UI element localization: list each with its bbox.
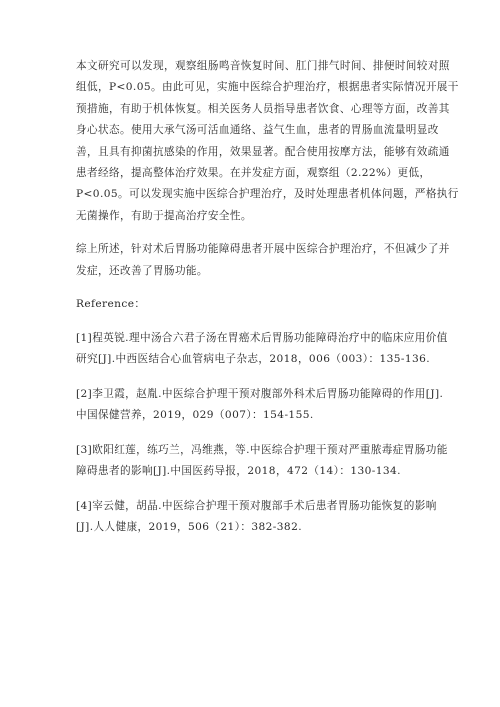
body-paragraph-discussion	[76, 56, 459, 227]
text-line: 预措施，有助于机体恢复。相关医务人员指导患者饮食、心理等方面，改善其	[76, 102, 450, 115]
reference-line: [3]欧阳红莲，练巧兰，冯维燕，等.中医综合护理干预对严重脓毒症胃肠功能	[76, 443, 448, 456]
text-line: 无菌操作，有助于提高治疗安全性。	[76, 209, 252, 222]
reference-item-1	[76, 328, 448, 371]
document-page	[76, 56, 459, 538]
paragraph-spacer	[76, 427, 430, 440]
text-line: 组低，P<0.05。由此可见，实施中医综合护理治疗，根据患者实际情况开展干	[76, 81, 459, 94]
text-line: 综上所述，针对术后胃肠功能障碍患者开展中医综合护理治疗，不但减少了并	[76, 243, 450, 256]
paragraph-spacer	[76, 483, 430, 496]
paragraph-spacer	[76, 315, 430, 328]
paragraph-spacer	[76, 227, 430, 239]
body-paragraph-conclusion	[76, 239, 450, 282]
text-line: 身心状态。使用大承气汤可活血通络、益气生血，患者的胃肠血流量明显改	[76, 124, 439, 137]
reference-item-3	[76, 440, 448, 483]
reference-line: 障碍患者的影响[J].中国医药导报，2018，472（14）：130-134.	[76, 465, 401, 478]
reference-item-4	[76, 496, 437, 539]
reference-line: [2]李卫霞，赵胤.中医综合护理干预对腹部外科术后胃肠功能障碍的作用[J].	[76, 387, 444, 400]
reference-line: [4]宰云健，胡晶.中医综合护理干预对腹部手术后患者胃肠功能恢复的影响	[76, 499, 437, 512]
reference-item-2	[76, 384, 444, 427]
text-line: 善，且具有抑菌抗感染的作用，效果显著。配合使用按摩方法，能够有效疏通	[76, 145, 450, 158]
reference-line: [J].人人健康，2019，506（21）：382-382.	[76, 520, 302, 533]
text-line: P<0.05。可以发现实施中医综合护理治疗，及时处理患者机体问题，严格执行	[76, 188, 459, 201]
paragraph-spacer	[76, 282, 430, 294]
reference-line: [1]程英锐.理中汤合六君子汤在胃癌术后胃肠功能障碍治疗中的临床应用价值	[76, 332, 448, 345]
text-line: 本文研究可以发现，观察组肠鸣音恢复时间、肛门排气时间、排便时间较对照	[76, 60, 450, 72]
paragraph-spacer	[76, 371, 430, 384]
text-line: 患者经络，提高整体治疗效果。在并发症方面，观察组（2.22%）更低，	[76, 167, 431, 180]
reference-line: 研究[J].中西医结合心血管病电子杂志，2018，006（003）：135-136.	[76, 353, 431, 366]
reference-line: 中国保健营养，2019，029（007）：154-155.	[76, 409, 314, 422]
text-line: 发症，还改善了胃肠功能。	[76, 264, 208, 277]
references-heading: Reference：	[76, 298, 146, 311]
